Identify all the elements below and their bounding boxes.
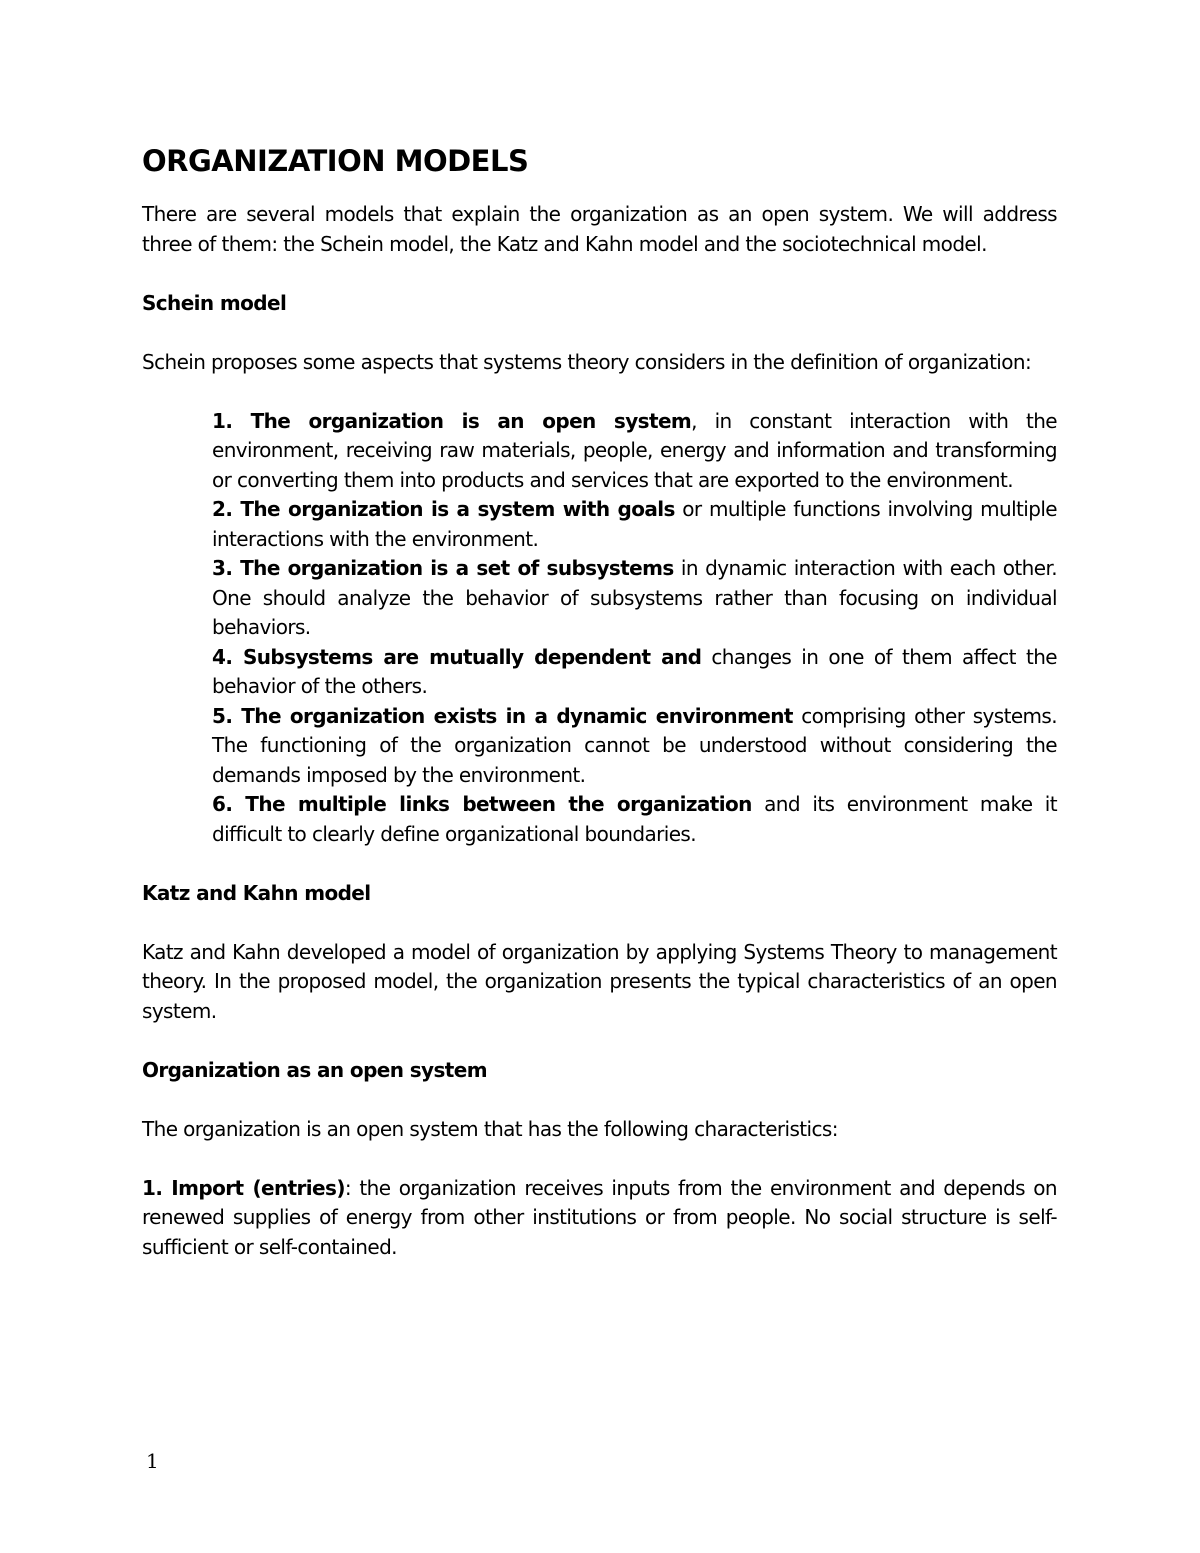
list-item-bold: 1. The organization is an open system <box>212 408 692 433</box>
schein-list <box>142 407 1057 850</box>
list-item <box>212 643 1057 702</box>
list-item-text: and its environment make it difficult to clearly define organizational boundaries. <box>212 792 1057 846</box>
page-number: 1 <box>146 1449 159 1473</box>
page-title: ORGANIZATION MODELS <box>142 144 529 178</box>
list-item-bold: 6. The multiple links between the organization <box>212 792 752 816</box>
list-item-text: in dynamic interaction with each other. One should analyze the behavior of subsystems rather than focusing on individual behaviors. <box>212 556 1057 639</box>
page-content <box>142 144 1057 1262</box>
list-item-text: comprising other systems. The functioning of the organization cannot be understood without considering the demands imposed by the environment. <box>212 703 1057 787</box>
schein-intro: Schein proposes some aspects that systems theory considers in the definition of organization: <box>142 349 1032 374</box>
list-item-bold: 4. Subsystems are mutually dependent and <box>212 644 702 669</box>
import-paragraph <box>142 1174 1057 1263</box>
list-item-text: changes in one of them affect the behavior of the others. <box>212 644 1057 698</box>
katz-kahn-heading: Katz and Kahn model <box>142 880 371 905</box>
open-system-intro: The organization is an open system that has the following characteristics: <box>142 1116 838 1141</box>
list-item-bold: 3. The organization is a set of subsystems <box>212 556 674 580</box>
katz-kahn-paragraph: Katz and Kahn developed a model of organization by applying Systems Theory to management theory. In the proposed model, the organization presents the typical characteristics of an open system. <box>142 939 1057 1023</box>
list-item <box>212 407 1057 496</box>
open-system-heading: Organization as an open system <box>142 1057 487 1082</box>
intro-paragraph: There are several models that explain the organization as an open system. We will address three of them: the Schein model, the Katz and Kahn model and the sociotechnical model. <box>142 202 1057 256</box>
list-item <box>212 702 1057 791</box>
import-text: : the organization receives inputs from the environment and depends on renewed supplies of energy from other institutions or from people. No social structure is self-sufficient or self-contained. <box>142 1175 1057 1259</box>
list-item-bold: 2. The organization is a system with goals <box>212 497 675 521</box>
list-item-text: or multiple functions involving multiple interactions with the environment. <box>212 497 1057 551</box>
list-item <box>212 554 1057 643</box>
list-item-text: , in constant interaction with the environment, receiving raw materials, people, energy and information and transforming or converting them into products and services that are exported to the environment. <box>212 408 1057 492</box>
list-item-bold: 5. The organization exists in a dynamic environment <box>212 703 793 728</box>
schein-heading: Schein model <box>142 290 287 315</box>
import-bold: 1. Import (entries) <box>142 1175 345 1200</box>
list-item <box>212 495 1057 554</box>
list-item <box>212 790 1057 849</box>
